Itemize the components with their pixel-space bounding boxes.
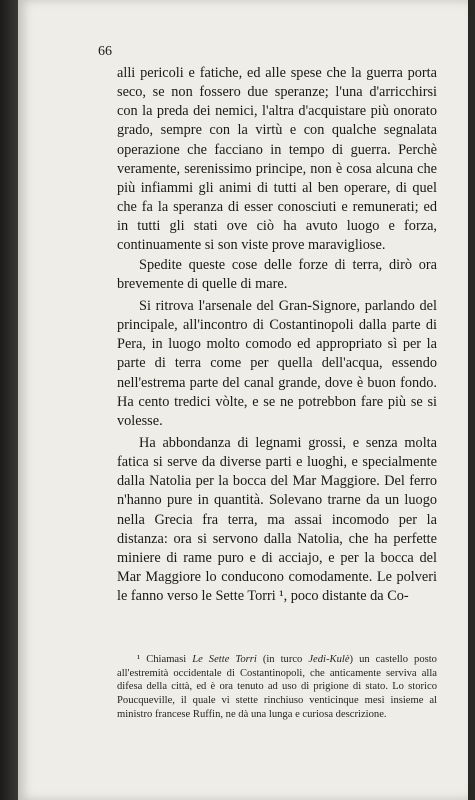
footnote-italic-1: Le Sette Torri	[192, 654, 257, 665]
page-number: 66	[98, 44, 112, 59]
footnote-marker: ¹	[137, 654, 141, 665]
footnote-1	[117, 653, 437, 722]
footnotes	[117, 653, 437, 722]
paragraph-3: Si ritrova l'arsenale del Gran-Signore, parlando del principale, all'incontro di Costantinopoli dalla parte di Pera, in luogo molto comodo ed appropriato sì per la parte di terra come per quella dell'acqua, essendo nell'estrema parte del canal grande, dove è buon fondo. Ha cento tredici vòlte, e se ne potrebbon fare più se si volesse.	[117, 297, 437, 429]
paragraph-4: Ha abbondanza di legnami grossi, e senza molta fatica si serve da diverse parti e luoghi, e specialmente dalla Natolia per la bocca del Mar Maggiore. Del ferro n'hanno pure in quantità. Solevano trarne da un luogo nella Grecia fra terra, ma assai incomodo per la distanza: ora si servono dalla Natolia, che ha perfette miniere di rame puro e di acciajo, e per la bocca del Mar Maggiore lo conducono comodamente. Le polveri le fanno verso le Sette Torri ¹, poco distante da Co-	[117, 434, 437, 605]
footnote-italic-2: Jedi-Kulè	[308, 654, 350, 665]
paragraph-2: Spedite queste cose delle forze di terra, dirò ora brevemente di quelle di mare.	[117, 256, 437, 292]
footnote-rest: ) un castello posto all'estremità occidentale di Costantinopoli, che anticamente serviva alla difesa della città, ed è ora tenuto ad uso di prigione di stato. Lo storico Poucqueville, il quale vi stette rinchiuso venticinque mesi insieme al ministro francese Ruffin, ne dà una lunga e curiosa descrizione.	[117, 654, 437, 720]
book-gutter	[0, 0, 18, 800]
main-text	[117, 64, 437, 606]
footnote-lead: Chiamasi	[146, 654, 187, 665]
paragraph-1: alli pericoli e fatiche, ed alle spese che la guerra porta seco, se non fossero due speranze; l'una d'arricchirsi con la preda dei nemici, l'altra d'acquistare più onorato grado, sempre con la virtù e con qualche segnalata operazione che facciano in tempo di guerra. Perchè veramente, serenissimo principe, non è cosa alcuna che più infiammi gli animi di tutti al ben operare, di quel che fa la speranza di esser conosciuti e remunerati; ed in tutti gli stati ove ciò ha avuto luogo e forza, continuamente si son viste prove maravigliose.	[117, 65, 437, 254]
footnote-mid-1: (in turco	[262, 654, 303, 665]
